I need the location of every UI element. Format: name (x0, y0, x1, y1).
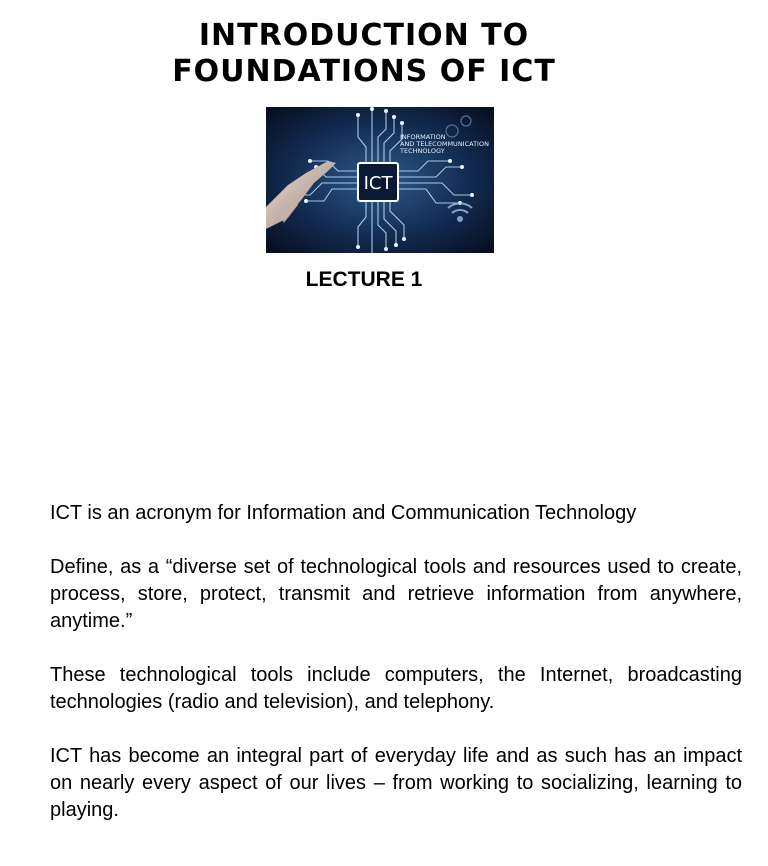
lecture-label: LECTURE 1 (305, 268, 423, 291)
paragraph-impact: ICT has become an integral part of everyday life and as such has an impact on nearly every aspect of our lives – from working to socializing, learning to playing. (50, 745, 742, 821)
paragraph-definition: Define, as a “diverse set of technological tools and resources used to create, process, store, protect, transmit and retrieve information from anywhere, anytime.” (50, 556, 742, 632)
document-title (0, 18, 728, 90)
chip-label: ICT (363, 173, 393, 194)
paragraph-tools: These technological tools include computers, the Internet, broadcasting technologies (radio and television), and telephony. (50, 664, 742, 713)
caption-line-3: TECHNOLOGY (400, 147, 445, 155)
caption-line-1: INFORMATION (400, 133, 446, 141)
ict-circuit-icon (266, 107, 494, 253)
caption-line-2: AND TELECOMMUNICATION (400, 140, 489, 148)
title-line-1: INTRODUCTION TO (198, 18, 530, 53)
paragraph-acronym: ICT is an acronym for Information and Communication Technology (50, 502, 637, 524)
body-text (50, 500, 742, 824)
title-line-2: FOUNDATIONS OF ICT (172, 54, 556, 89)
ict-illustration (266, 107, 494, 253)
